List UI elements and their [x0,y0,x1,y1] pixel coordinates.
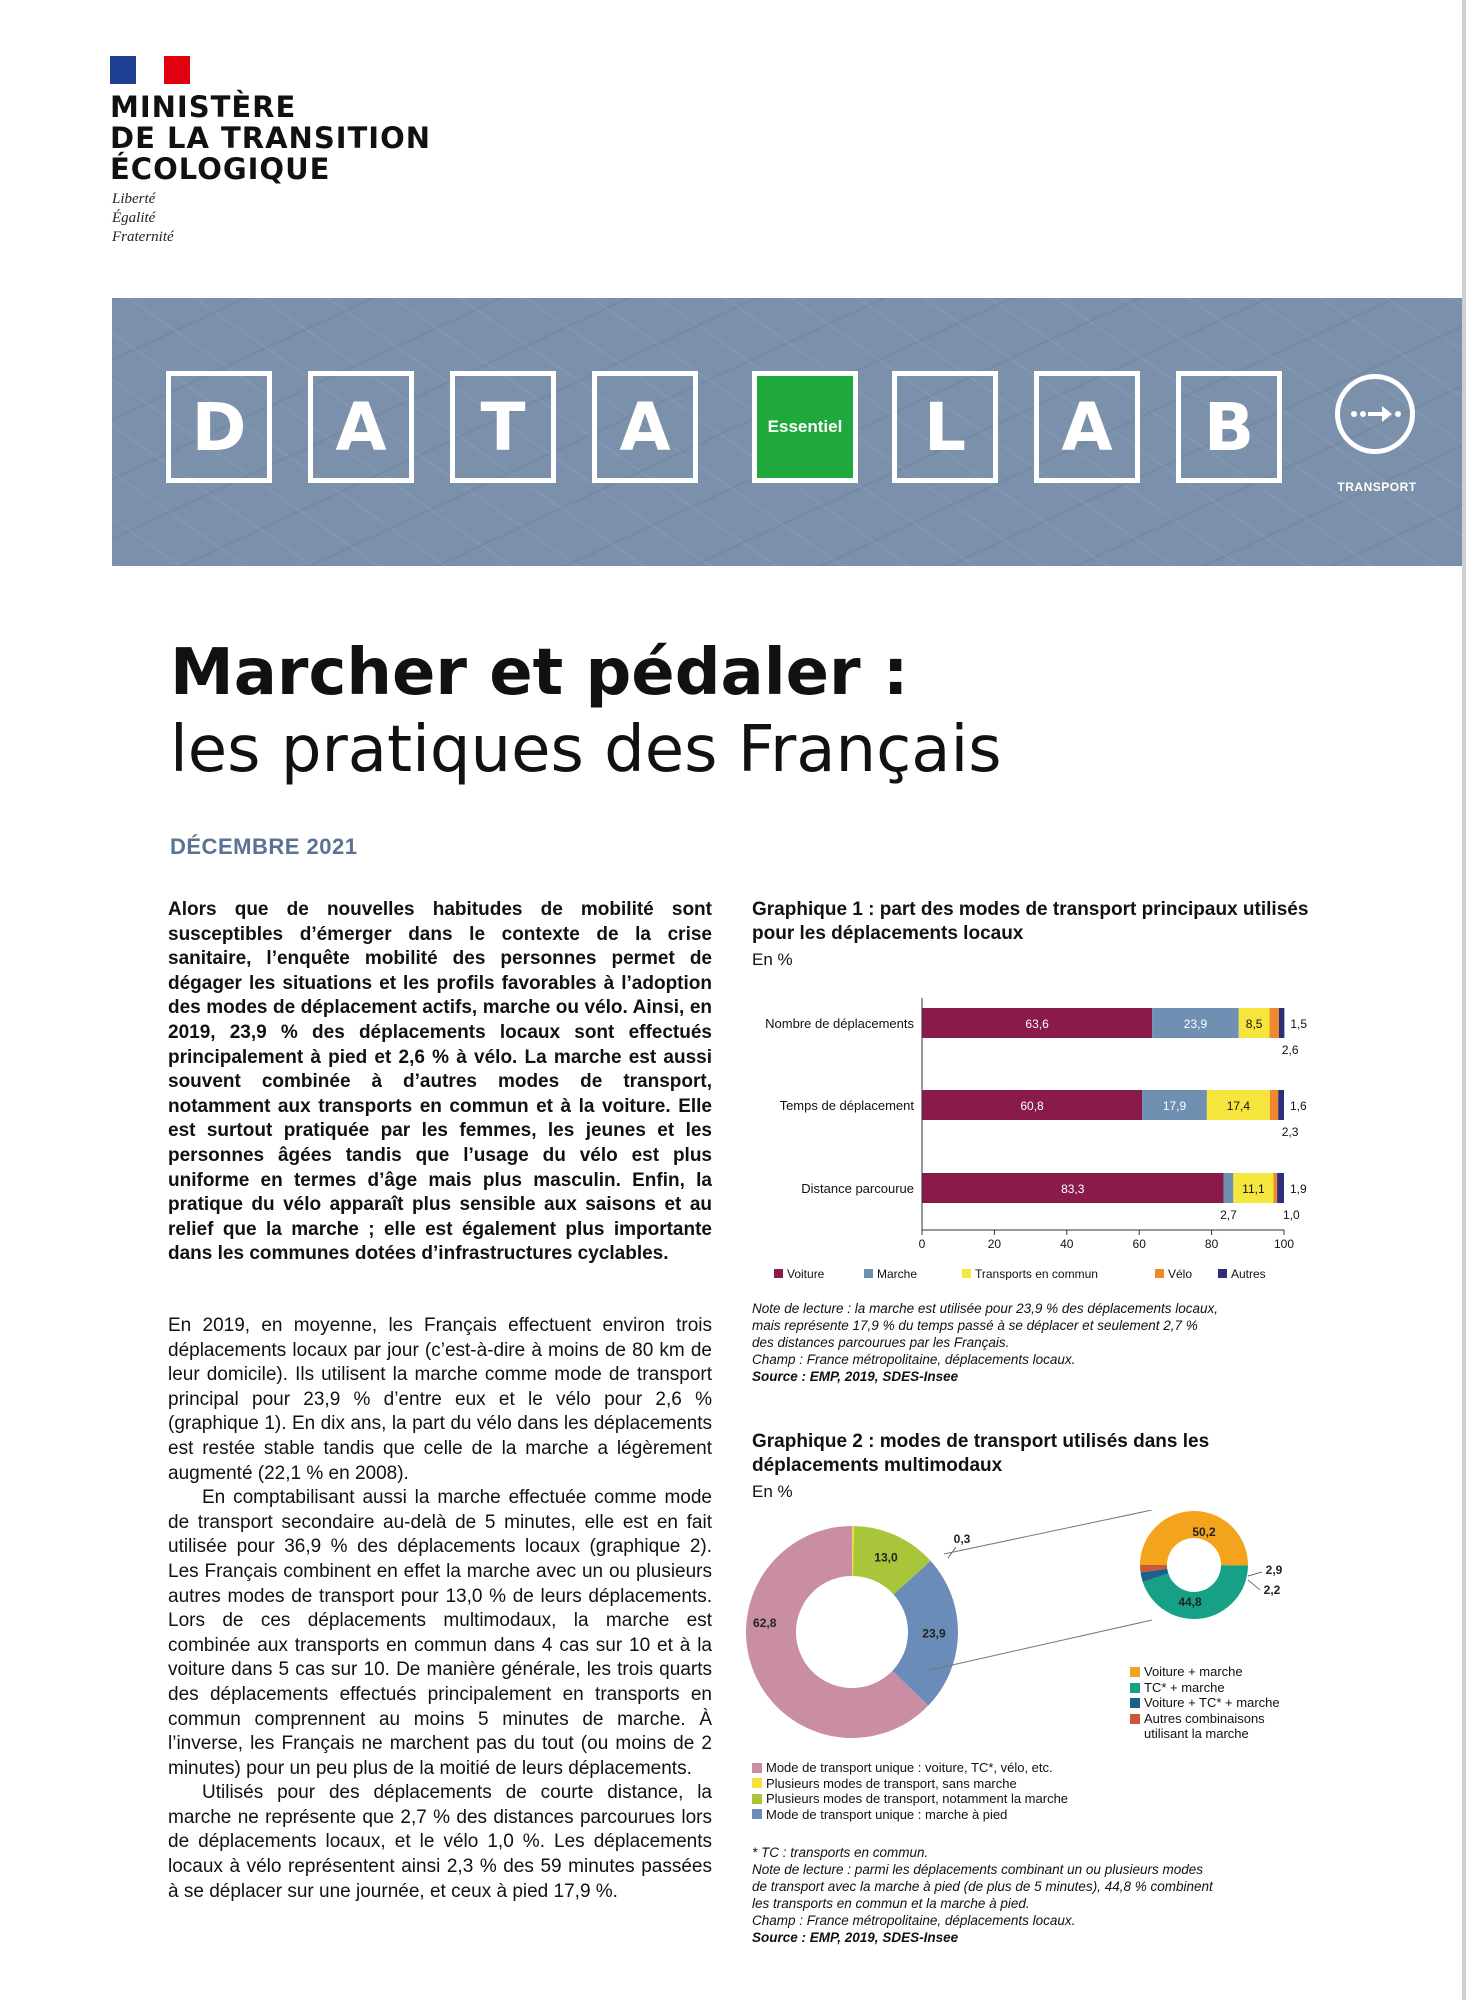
data-label: 83,3 [1061,1182,1085,1196]
leader-line [1248,1572,1262,1576]
data-label: 2,6 [1281,1043,1299,1057]
graph1-chart [740,980,1340,1280]
page-subtitle: les pratiques des Français [170,713,1002,787]
banner-letter: A [308,371,414,483]
data-label: 1,6 [1290,1099,1307,1113]
legend-swatch [1155,1269,1164,1278]
graph1-note [752,1300,1312,1385]
legend-swatch [1130,1714,1140,1724]
legend-swatch [1130,1667,1140,1677]
tick-label: 40 [1060,1237,1074,1251]
category-label: Distance parcourue [801,1181,914,1196]
datalab-banner [112,298,1462,566]
legend-label: Vélo [1168,1267,1193,1280]
note-line: mais représente 17,9 % du temps passé à se déplacer et seulement 2,7 % [752,1318,1198,1333]
data-label: 2,7 [1220,1208,1237,1222]
graph2-note [752,1844,1312,1946]
legend-label: Transports en commun [975,1267,1098,1280]
body-text [168,1314,712,1904]
tick-label: 0 [918,1237,926,1251]
legend-label: Autres combinaisons utilisant la marche [1144,1710,1265,1741]
bar-segment [1270,1008,1279,1038]
legend-swatch [1130,1698,1140,1708]
ministry-line: MINISTÈRE [110,90,297,124]
page-title: Marcher et pédaler : [170,636,909,710]
banner-letter: T [450,371,556,483]
ministry-line: ÉCOLOGIQUE [110,152,331,186]
page-edge [1462,0,1466,2000]
slice-label: 23,9 [922,1626,946,1641]
tick-label: 80 [1204,1237,1219,1251]
legend-label: Marche [877,1267,918,1280]
bar-segment [1224,1173,1234,1203]
graph2-title: Graphique 2 : modes de transport utilisés dans les déplacements multimodaux [752,1431,1210,1476]
data-label: 1,9 [1290,1182,1307,1196]
legend-swatch [752,1763,762,1773]
source-line: Source : EMP, 2019, SDES-Insee [752,1369,959,1384]
slice-label: 44,8 [1178,1595,1202,1609]
republic-flag-logo [110,56,190,84]
note-line: les transports en commun et la marche à pied. [752,1896,1030,1911]
note-line: Note de lecture : la marche est utilisée pour 23,9 % des déplacements locaux, [752,1301,1219,1316]
banner-letter: A [1034,371,1140,483]
motto-line: Égalité [112,210,156,226]
banner-letter: A [592,371,698,483]
legend-swatch [1130,1683,1140,1693]
data-label: 23,9 [1183,1017,1208,1031]
legend-item [1130,1664,1284,1680]
intro-paragraph: Alors que de nouvelles habitudes de mobilité sont susceptibles d’émerger dans le contexte de la crise sanitaire, l’enquête mobilité des personnes permet de dégager les situations et les profils favorables à l’adoption des modes de déplacement actifs, marche ou vélo. Ainsi, en 2019, 23,9 % des déplacements locaux sont effectués principalement à pied et 2,6 % à vélo. La marche est aussi souvent combinée à d’autres modes de transport, notamment aux transports en commun et à la voiture. Elle est surtout pratiquée par les femmes, les jeunes et les personnes âgées tandis que l’usage du vélo est plus uniforme en termes d’âge mais plus masculin. Enfin, la pratique du vélo apparaît plus sensible aux saisons et au relief que la marche ; elle est également plus importante dans les communes dotées d’infrastructures cyclables. [168,899,712,1265]
data-label: 1,5 [1290,1017,1308,1031]
bar-segment [1274,1173,1278,1203]
legend-label: Autres [1231,1267,1266,1280]
note-line: Champ : France métropolitaine, déplacements locaux. [752,1913,1076,1928]
motto-line: Liberté [112,191,156,207]
graph2-sub-legend [1130,1664,1284,1742]
tick-label: 100 [1273,1237,1295,1251]
note-line: de transport avec la marche à pied (de plus de 5 minutes), 44,8 % combinent [752,1879,1213,1894]
bar-segment [1279,1008,1284,1038]
data-label: 17,4 [1226,1099,1251,1113]
graph2-unit: En % [752,1482,793,1501]
ministry-name [110,92,431,185]
category-label: TRANSPORT [1337,480,1417,494]
slice-label: 13,0 [874,1550,898,1565]
ministry-line: DE LA TRANSITION [110,121,431,155]
data-label: 1,0 [1282,1208,1300,1222]
legend-swatch [752,1809,762,1819]
legend-swatch [774,1269,783,1278]
data-label: 11,1 [1242,1182,1265,1196]
legend-label: Mode de transport unique : voiture, TC*, vélo, etc. [766,1760,1053,1775]
data-label: 8,5 [1245,1017,1263,1031]
connector-line [944,1510,1152,1554]
transport-arrow-icon [1335,374,1415,454]
slice-label: 62,8 [753,1615,777,1630]
bar-segment [1277,1173,1284,1203]
slice-label: 2,2 [1263,1583,1281,1597]
legend-label: Mode de transport unique : marche à pied [766,1806,1008,1822]
data-label: 63,6 [1025,1017,1049,1031]
note-line: des distances parcourues par les Français. [752,1335,1010,1350]
banner-letter: D [166,371,272,483]
banner-letter: B [1176,371,1282,483]
legend-swatch [1218,1269,1227,1278]
banner-letter: L [892,371,998,483]
slice-label: 0,3 [953,1532,971,1546]
legend-label: Voiture + TC* + marche [1144,1695,1280,1710]
legend-swatch [962,1269,971,1278]
slice-label: 50,2 [1192,1525,1216,1539]
essentiel-badge: Essentiel [752,371,858,483]
publication-date: DÉCEMBRE 2021 [170,834,358,859]
tick-label: 60 [1132,1237,1146,1251]
leader-line [1248,1580,1260,1590]
legend-swatch [752,1778,762,1788]
legend-swatch [752,1794,762,1804]
body-paragraph: En comptabilisant aussi la marche effectuée comme mode de transport secondaire au-delà de 5 minutes, elle est en fait utilisée pour 36,9 % des déplacements locaux (graphique 2). Les Français combinent en effet la marche avec un ou plusieurs autres modes de transport pour 13,0 % de leurs déplacements. Lors de ces déplacements multimodaux, la marche est combinée aux transports en commun dans 4 cas sur 10 et à la voiture dans 5 cas sur 10. De manière générale, les trois quarts des déplacements effectués principalement en transports en commun comprennent au moins 5 minutes de marche. À l’inverse, les Français ne marchent pas du tout (ou moins de 2 minutes) pour un peu plus de la moitié de leurs déplacements. [168,1487,712,1779]
legend-label: Voiture [787,1267,825,1280]
legend-label: Plusieurs modes de transport, notamment la marche [766,1791,1069,1806]
legend-label: Voiture + marche [1144,1664,1243,1679]
legend-item [1130,1680,1284,1696]
legend-item [1130,1695,1284,1711]
legend-item [752,1807,1068,1823]
connector-line [930,1620,1152,1670]
legend-item [752,1791,1068,1807]
legend-label: TC* + marche [1144,1679,1225,1695]
legend-item [752,1776,1068,1792]
legend-swatch [864,1269,873,1278]
motto-line: Fraternité [112,229,174,245]
source-line: Source : EMP, 2019, SDES-Insee [752,1930,959,1945]
category-label: Temps de déplacement [779,1098,914,1113]
data-label: 60,8 [1020,1099,1044,1113]
slice-label: 2,9 [1265,1563,1283,1577]
body-paragraph: En 2019, en moyenne, les Français effectuent environ trois déplacements locaux par jour (c’est-à-dire à moins de 80 km de leur domicile). Ils utilisent la marche comme mode de transport principal pour 23,9 % d’entre eux et le vélo pour 2,6 % (graphique 1). En dix ans, la part du vélo dans les déplacements est restée stable tandis que celle de la marche a légèrement augmenté (22,1 % en 2008). [168,1315,712,1484]
motto [112,190,174,247]
graph1-title: Graphique 1 : part des modes de transport principaux utilisés pour les déplacements locaux [752,899,1309,944]
note-line: Champ : France métropolitaine, déplacements locaux. [752,1352,1076,1367]
note-line: * TC : transports en commun. [752,1845,929,1860]
category-label: Nombre de déplacements [765,1016,914,1031]
bar-segment [1270,1090,1278,1120]
tick-label: 20 [987,1237,1002,1251]
graph2-legend [752,1760,1068,1822]
data-label: 17,9 [1162,1099,1187,1113]
legend-item [752,1760,1068,1776]
body-paragraph: Utilisés pour des déplacements de courte distance, la marche ne représente que 2,7 % des distances parcourues lors de déplacements locaux, et le vélo 1,0 %. Les déplacements locaux à vélo représentent ainsi 2,3 % des 59 minutes passées à se déplacer sur une journée, et ceux à pied 17,9 %. [168,1782,712,1902]
data-label: 2,3 [1281,1125,1299,1139]
legend-item [1130,1711,1284,1742]
legend-label: Plusieurs modes de transport, sans marche [766,1775,1017,1791]
bar-segment [1278,1090,1284,1120]
graph1-unit: En % [752,950,793,969]
note-line: Note de lecture : parmi les déplacements combinant un ou plusieurs modes [752,1862,1203,1877]
